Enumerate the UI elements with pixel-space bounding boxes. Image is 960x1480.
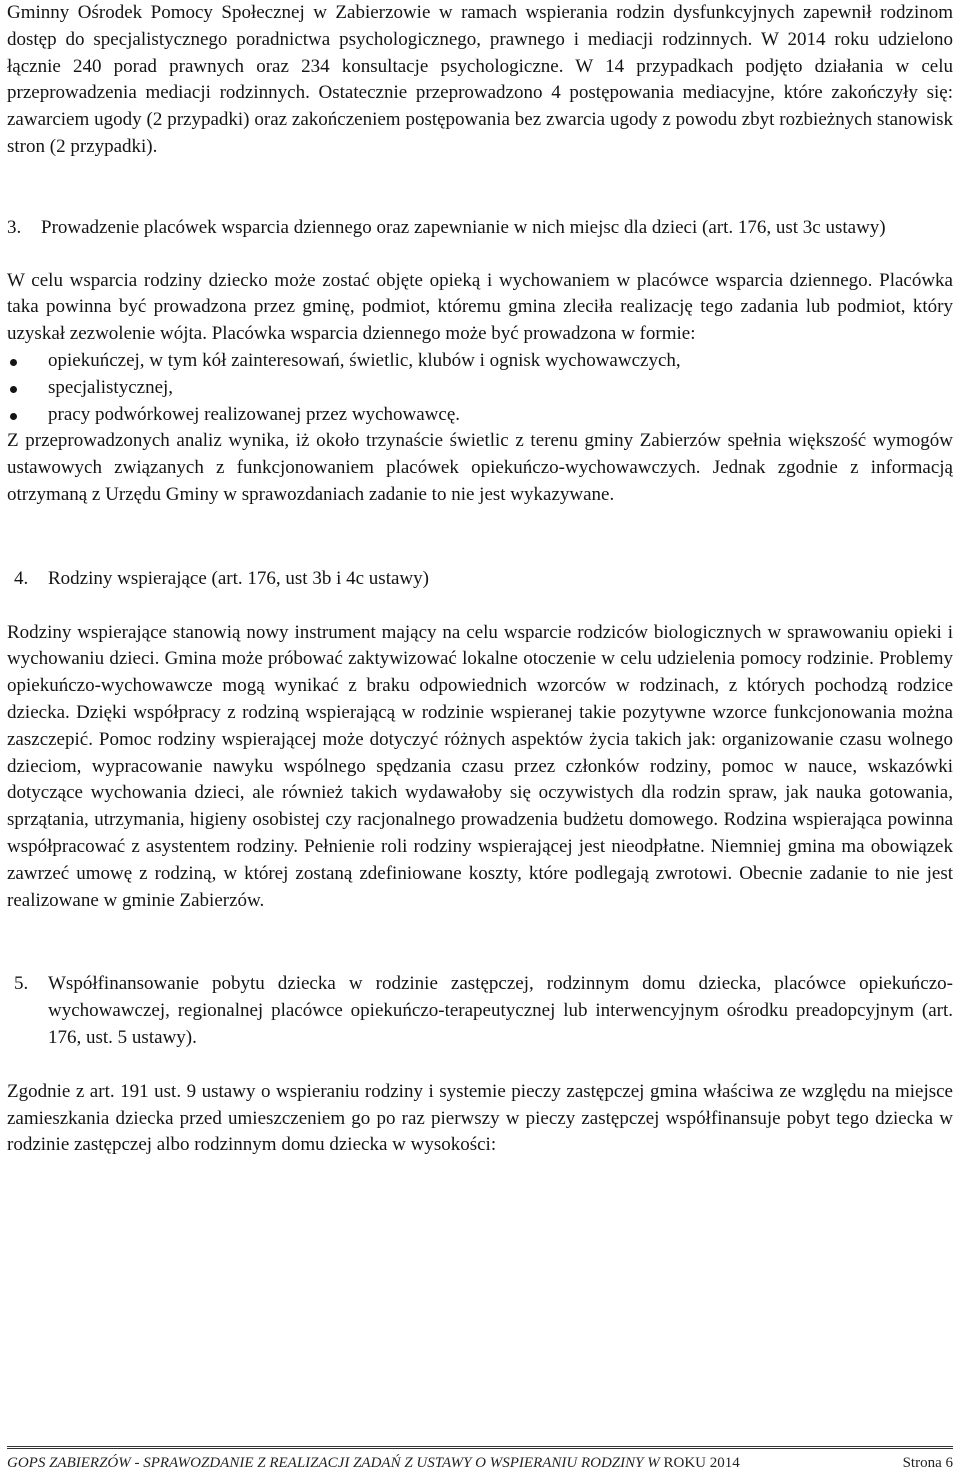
paragraph-day-care: W celu wsparcia rodziny dziecko może zostać objęte opieką i wychowaniem w placówce wsparcia dziennego. Placówka taka powinna być prowadzona przez gminę, podmiot, któremu gmina zleciła realizację tego zadania lub podmiot, który uzyskał zezwolenie wójta. Placówka wsparcia dziennego może być prowadzona w formie: xyxy=(7,269,953,345)
section-5-heading xyxy=(7,971,953,1051)
bullet-icon xyxy=(10,413,17,420)
page-number: Strona 6 xyxy=(902,1455,953,1471)
section-5-number: 5. xyxy=(14,973,29,995)
day-care-forms-list xyxy=(7,348,953,428)
section-3-number: 3. xyxy=(7,216,22,238)
list-item: pracy podwórkowej realizowanej przez wychowawcę. xyxy=(7,402,953,429)
paragraph-support-families: Rodziny wspierające stanowią nowy instrument mający na celu wsparcie rodziców biologicznych w sprawowaniu opieki i wychowaniu dzieci. Gmina może próbować zaktywizować lokalne otoczenie w celu udzielenia pomocy rodzinie. Problemy opiekuńczo-wychowawcze mogą wynikać z braku odpowiednich wzorców w rodzinach, z których pochodzą rodzice dziecka. Dzięki współpracy z rodziną wspierającą w rodzinie wspieranej takie pozytywne wzorce funkcjonowania można zaszczepić. Pomoc rodziny wspierającej może dotyczyć różnych aspektów życia takich jak: organizowanie czasu wolnego dzieciom, wypracowanie nawyku wspólnego spędzania czasu przez członków rodziny, pomoc w nauce, wskazówki dotyczące wychowania dzieci, ale również takich wydawałoby się oczywistych dla rodzin spraw, jak nauka gotowania, sprzątania, utrzymania, higieny osobistej czy racjonalnego prowadzenia budżetu domowego. Rodzina wspierająca powinna współpracować z asystentem rodziny. Pełnienie roli rodziny wspierającej jest nieodpłatne. Niemniej gmina ma obowiązek zawrzeć umowę z rodziną, w której zostaną zdefiniowane koszty, które podlegają zwrotowi. Obecnie zadanie to nie jest realizowane w gminie Zabierzów. xyxy=(7,621,953,911)
list-item: specjalistycznej, xyxy=(7,375,953,402)
footer-title: GOPS ZABIERZÓW - SPRAWOZDANIE Z REALIZACJI ZADAŃ Z USTAWY O WSPIERANIU RODZINY W ROKU 2014 xyxy=(7,1455,740,1471)
paragraph-mediation: Gminny Ośrodek Pomocy Społecznej w Zabierzowie w ramach wspierania rodzin dysfunkcyjnych zapewnił rodzinom dostęp do specjalistycznego poradnictwa psychologicznego, prawnego i mediacji rodzinnych. W 2014 roku udzielono łącznie 240 porad prawnych oraz 234 konsultacje psychologiczne. W 14 przypadkach podjęto działania w celu przeprowadzenia mediacji rodzinnych. Ostatecznie przeprowadzono 4 postępowania mediacyjne, które zakończyły się: zawarciem ugody (2 przypadki) oraz zakończeniem postępowania bez zwarcia ugody z powodu zbyt rozbieżnych stanowisk stron (2 przypadki). xyxy=(7,2,953,157)
document-page xyxy=(7,0,953,1159)
section-3-heading xyxy=(7,215,953,242)
paragraph-analysis: Z przeprowadzonych analiz wynika, iż około trzynaście świetlic z terenu gminy Zabierzów spełnia większość wymogów ustawowych związanych z funkcjonowaniem placówek opiekuńczo-wychowawczych. Jednak zgodnie z informacją otrzymaną z Urzędu Gminy w sprawozdaniach zadanie to nie jest wykazywane. xyxy=(7,430,953,505)
list-item: opiekuńczej, w tym kół zainteresowań, świetlic, klubów i ognisk wychowawczych, xyxy=(7,348,953,375)
section-4-title: Rodziny wspierające (art. 176, ust 3b i 4c ustawy) xyxy=(48,567,429,589)
paragraph-cofinancing: Zgodnie z art. 191 ust. 9 ustawy o wspieraniu rodziny i systemie pieczy zastępczej gmina właściwa ze względu na miejsce zamieszkania dziecka przed umieszczeniem go po raz pierwszy w pieczy zastępczej współfinansuje pobyt tego dziecka w rodzinie zastępczej albo rodzinnym domu dziecka w wysokości: xyxy=(7,1080,953,1156)
bullet-icon xyxy=(10,386,17,393)
section-4-number: 4. xyxy=(14,567,29,589)
bullet-icon xyxy=(10,359,17,366)
section-5-title: Współfinansowanie pobytu dziecka w rodzinie zastępczej, rodzinnym domu dziecka, placówce opiekuńczo-wychowawczej, regionalnej placówce opiekuńczo-terapeutycznej lub interwencyjnym ośrodku preadopcyjnym (art. 176, ust. 5 ustawy). xyxy=(48,973,953,1048)
section-4-heading xyxy=(7,566,953,593)
section-3-title: Prowadzenie placówek wsparcia dziennego oraz zapewnianie w nich miejsc dla dzieci (art. 176, ust 3c ustawy) xyxy=(41,216,886,238)
page-footer xyxy=(7,1446,953,1473)
